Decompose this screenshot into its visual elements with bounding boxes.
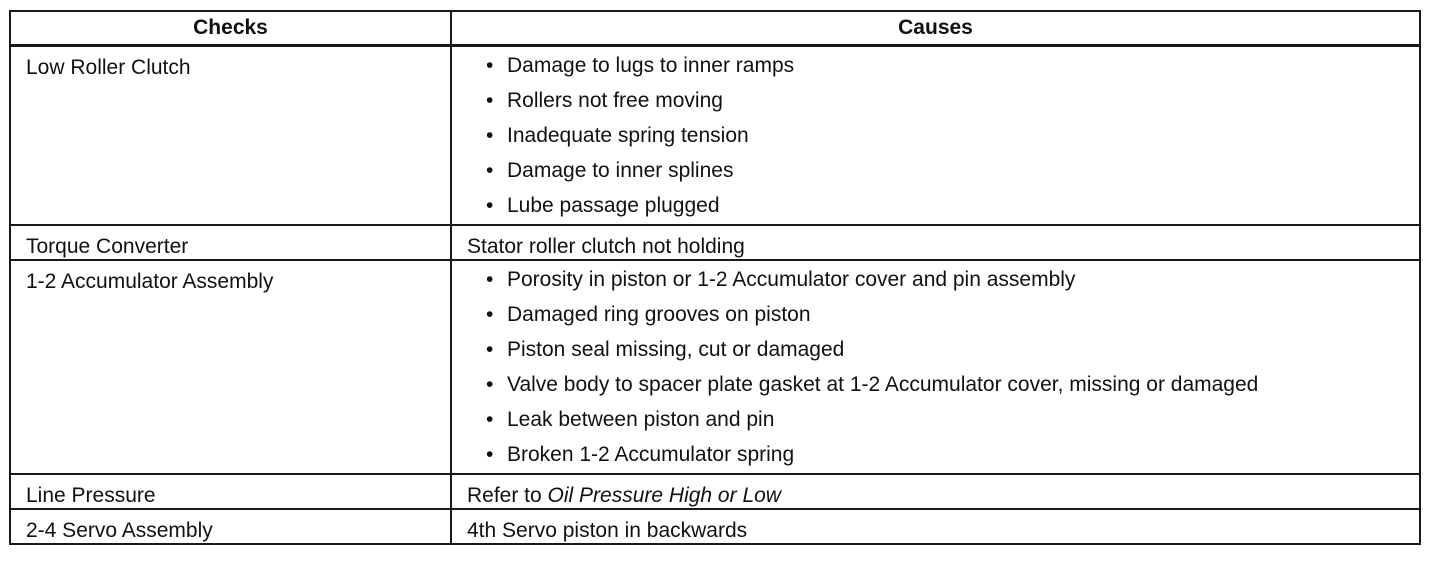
cause-item: • Piston seal missing, cut or damaged: [486, 338, 845, 361]
check-cell: Low Roller Clutch: [10, 46, 451, 226]
checks-header: Checks: [10, 11, 451, 46]
cause-item: • Inadequate spring tension: [486, 124, 749, 147]
cause-item: • Damage to lugs to inner ramps: [486, 54, 795, 77]
bullet-icon: •: [486, 303, 494, 326]
check-cell: 1-2 Accumulator Assembly: [10, 260, 451, 474]
cause-cell: 4th Servo piston in backwards: [451, 509, 1420, 544]
diagnosis-table: [9, 10, 1421, 545]
cause-item: • Damage to inner splines: [486, 159, 734, 182]
table-row: [10, 225, 1420, 260]
cause-item: • Lube passage plugged: [486, 194, 720, 217]
cause-list: [452, 261, 1419, 473]
bullet-icon: •: [486, 124, 494, 147]
cause-item: • Porosity in piston or 1-2 Accumulator cover and pin assembly: [486, 268, 1076, 291]
bullet-icon: •: [486, 443, 494, 466]
causes-header: Causes: [451, 11, 1420, 46]
table-row: [10, 474, 1420, 509]
cause-item: • Damaged ring grooves on piston: [486, 303, 811, 326]
check-cell: Line Pressure: [10, 474, 451, 509]
cause-cell: Stator roller clutch not holding: [451, 225, 1420, 260]
cause-cell: Refer to Oil Pressure High or Low: [451, 474, 1420, 509]
bullet-icon: •: [486, 89, 494, 112]
bullet-icon: •: [486, 338, 494, 361]
causes-cell: [451, 260, 1420, 474]
cause-item: • Valve body to spacer plate gasket at 1-2 Accumulator cover, missing or damaged: [486, 373, 1259, 396]
check-cell: Torque Converter: [10, 225, 451, 260]
bullet-icon: •: [486, 408, 494, 431]
cause-item: • Leak between piston and pin: [486, 408, 775, 431]
bullet-icon: •: [486, 373, 494, 396]
cause-item: • Broken 1-2 Accumulator spring: [486, 443, 795, 466]
table-row: [10, 509, 1420, 544]
bullet-icon: •: [486, 159, 494, 182]
bullet-icon: •: [486, 54, 494, 77]
cross-reference: Oil Pressure High or Low: [547, 484, 781, 507]
cause-list: [452, 47, 1419, 224]
bullet-icon: •: [486, 268, 494, 291]
bullet-icon: •: [486, 194, 494, 217]
cause-item: • Rollers not free moving: [486, 89, 723, 112]
table-row: [10, 46, 1420, 226]
table-row: [10, 260, 1420, 474]
check-cell: 2-4 Servo Assembly: [10, 509, 451, 544]
causes-cell: [451, 46, 1420, 226]
header-row: [10, 11, 1420, 46]
